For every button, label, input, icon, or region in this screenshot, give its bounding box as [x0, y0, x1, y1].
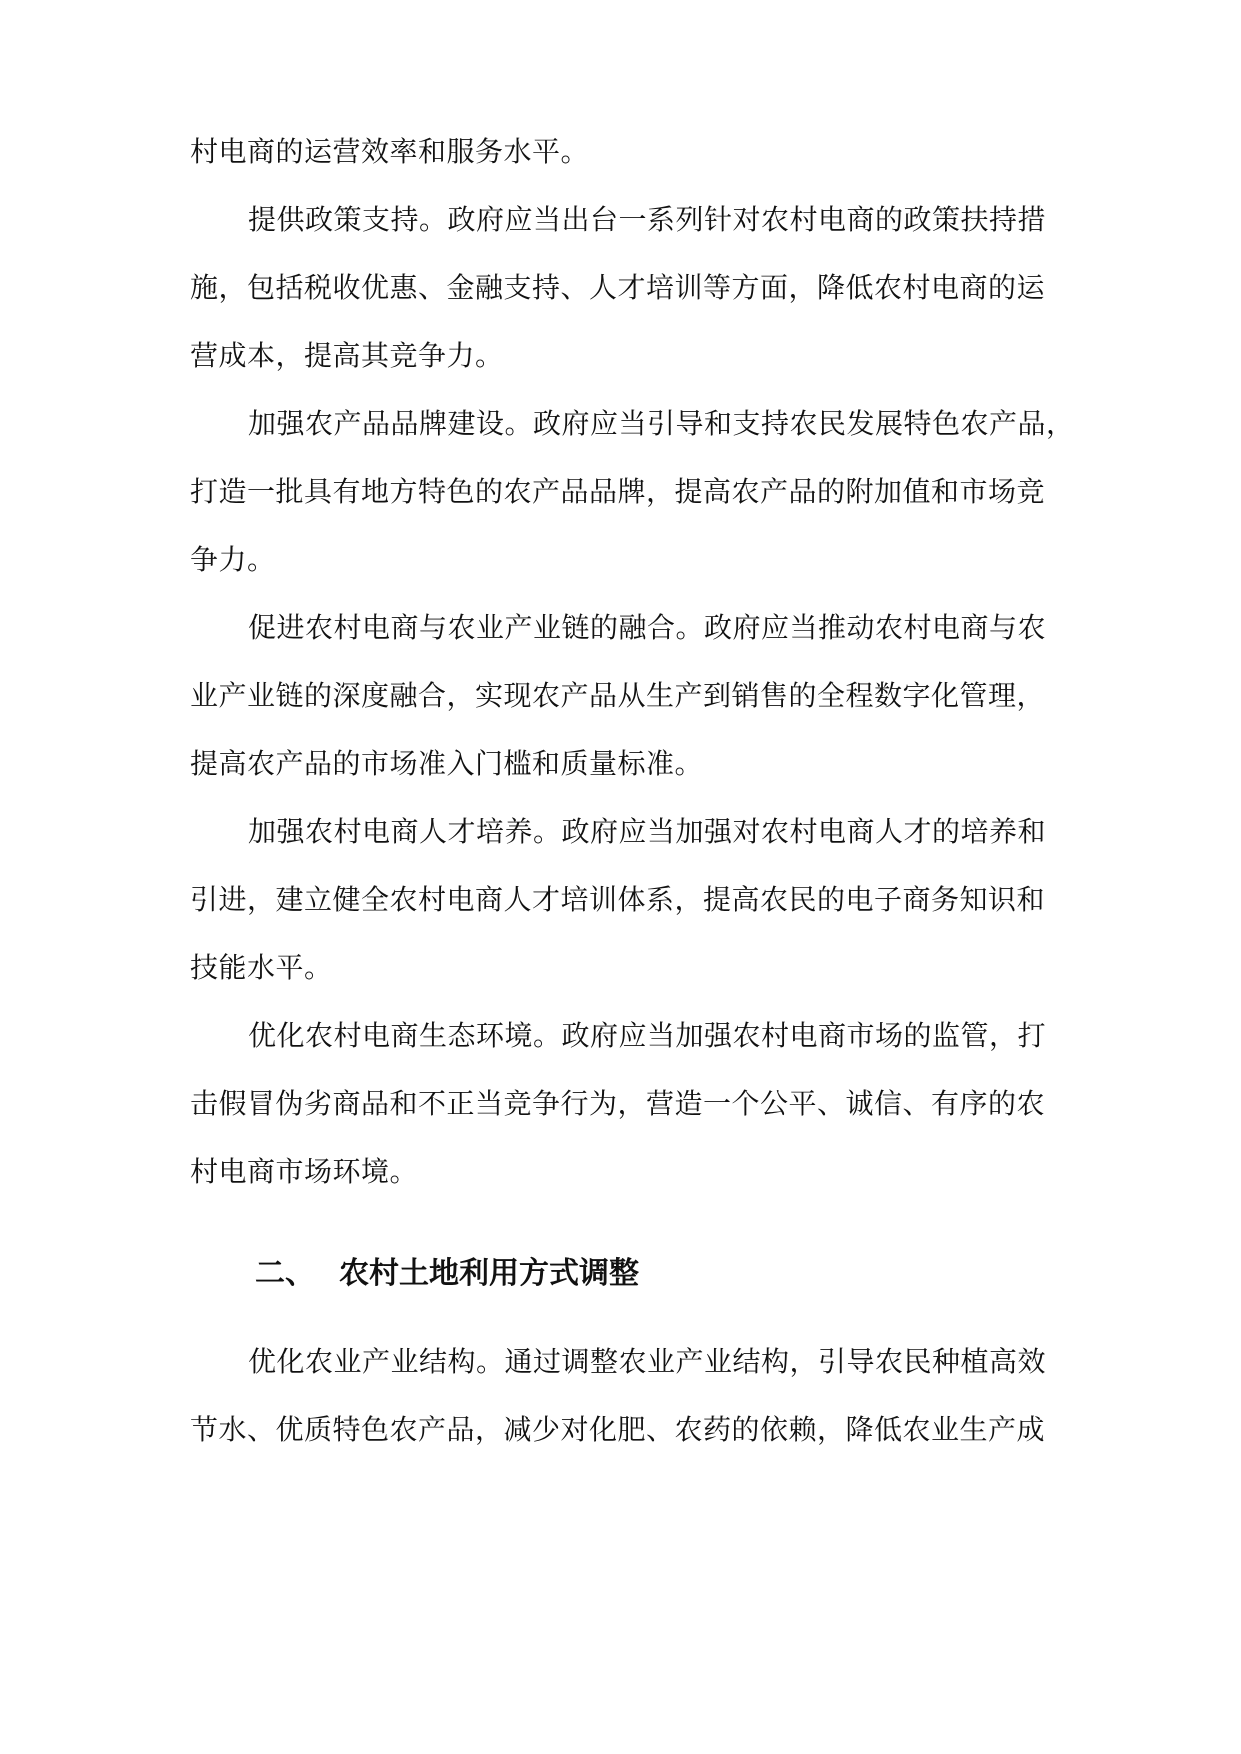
paragraph-first-line: 提供政策支持。政府应当出台一系列针对农村电商的政策扶持措 — [248, 203, 1047, 236]
section-heading-title: 农村土地利用方式调整 — [339, 1256, 639, 1291]
paragraph-first-line: 加强农产品品牌建设。政府应当引导和支持农民发展特色农产品， — [248, 407, 1075, 440]
paragraph-first-line: 优化农业产业结构。通过调整农业产业结构，引导农民种植高效 — [248, 1345, 1047, 1378]
text-line: 引进，建立健全农村电商人才培训体系，提高农民的电子商务知识和 — [190, 883, 1046, 916]
text-line: 村电商市场环境。 — [190, 1155, 419, 1188]
paragraph-first-line: 促进农村电商与农业产业链的融合。政府应当推动农村电商与农 — [248, 611, 1047, 644]
text-line: 营成本，提高其竞争力。 — [190, 339, 504, 372]
text-line: 施，包括税收优惠、金融支持、人才培训等方面，降低农村电商的运 — [190, 271, 1046, 304]
paragraph-first-line: 加强农村电商人才培养。政府应当加强对农村电商人才的培养和 — [248, 815, 1047, 848]
text-line: 提高农产品的市场准入门槛和质量标准。 — [190, 747, 704, 780]
text-line: 击假冒伪劣商品和不正当竞争行为，营造一个公平、诚信、有序的农 — [190, 1087, 1046, 1120]
section-heading-number: 二、 — [255, 1256, 315, 1291]
text-line: 业产业链的深度融合，实现农产品从生产到销售的全程数字化管理， — [190, 679, 1046, 712]
text-line: 技能水平。 — [190, 951, 333, 984]
paragraph-first-line: 优化农村电商生态环境。政府应当加强农村电商市场的监管，打 — [248, 1019, 1047, 1052]
text-line: 村电商的运营效率和服务水平。 — [190, 135, 590, 168]
text-line: 打造一批具有地方特色的农产品品牌，提高农产品的附加值和市场竞 — [190, 475, 1046, 508]
text-line: 节水、优质特色农产品，减少对化肥、农药的依赖，降低农业生产成 — [190, 1413, 1046, 1446]
section-heading — [255, 1252, 639, 1296]
text-line: 争力。 — [190, 543, 276, 576]
